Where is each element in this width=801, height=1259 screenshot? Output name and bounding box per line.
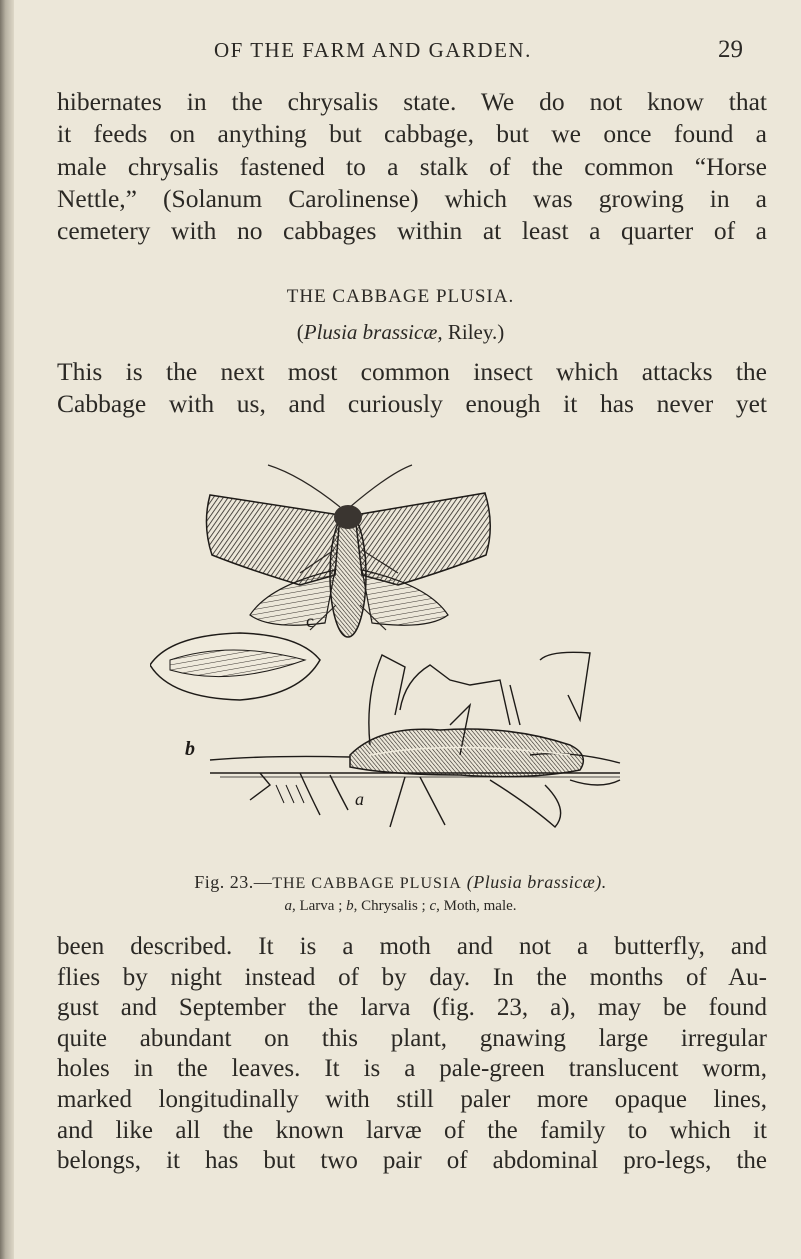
subtitle-species: Plusia brassicæ, <box>303 320 443 344</box>
subtitle-open-paren: ( <box>296 320 304 344</box>
caption-fig-number: Fig. 23.— <box>194 872 273 892</box>
chrysalis-drawing <box>150 633 320 760</box>
legend-text-b: , Chrysalis ; <box>353 898 430 914</box>
text-line: Cabbage with us, and curiously enough it has never yet <box>57 389 767 419</box>
text-line: Nettle,” (Solanum Carolinense) which was growing in a <box>57 183 767 213</box>
figure-plusia-illustration <box>150 455 660 875</box>
paragraph-3 <box>57 932 767 1177</box>
caption-species: (Plusia brassicæ). <box>466 872 607 892</box>
engraving-svg <box>150 455 660 875</box>
paragraph-1 <box>57 86 767 247</box>
running-title: OF THE FARM AND GARDEN. <box>214 38 532 62</box>
text-line: quite abundant on this plant, gnawing large irregular <box>57 1024 767 1052</box>
text-line: flies by night instead of by day. In the months of Au- <box>57 963 767 991</box>
text-line: been described. It is a moth and not a butterfly, and <box>57 933 767 960</box>
section-subtitle <box>0 320 801 345</box>
figure-legend <box>0 898 801 915</box>
text-line: marked longitudinally with still paler more opaque lines, <box>57 1085 767 1113</box>
legend-letter-c: c <box>429 898 437 914</box>
text-line: This is the next most common insect which attacks the <box>57 357 767 386</box>
text-line: and like all the known larvæ of the family to which it <box>57 1116 767 1144</box>
label-larva: a <box>355 789 364 809</box>
subtitle-author: Riley.) <box>442 320 505 344</box>
text-line: holes in the leaves. It is a pale-green translucent worm, <box>57 1055 767 1083</box>
text-line: hibernates in the chrysalis state. We do not know that <box>57 87 767 116</box>
text-line: gust and September the larva (fig. 23, a), may be found <box>57 994 767 1022</box>
section-title: THE CABBAGE PLUSIA. <box>286 286 515 307</box>
legend-text-a: , Larva ; <box>291 898 347 914</box>
label-moth: c <box>306 611 314 631</box>
text-line: cemetery with no cabbages within at least a quarter of a <box>57 216 767 246</box>
page-number: 29 <box>718 36 743 63</box>
legend-text-c: , Moth, male. <box>436 898 517 914</box>
text-line: it feeds on anything but cabbage, but we once found a <box>57 119 767 149</box>
moth-drawing <box>206 465 490 637</box>
figure-caption <box>0 872 801 893</box>
larva-drawing <box>210 729 620 827</box>
text-line: belongs, it has but two pair of abdominal pro-legs, the <box>57 1147 767 1175</box>
legend-letter-b: b <box>346 898 354 914</box>
label-chrysalis: b <box>185 738 195 760</box>
text-line: male chrysalis fastened to a stalk of the common “Horse <box>57 151 767 181</box>
running-head <box>0 38 801 68</box>
paragraph-2 <box>57 356 767 421</box>
legend-letter-a: a <box>284 898 292 914</box>
caption-title: THE CABBAGE PLUSIA <box>272 875 462 892</box>
